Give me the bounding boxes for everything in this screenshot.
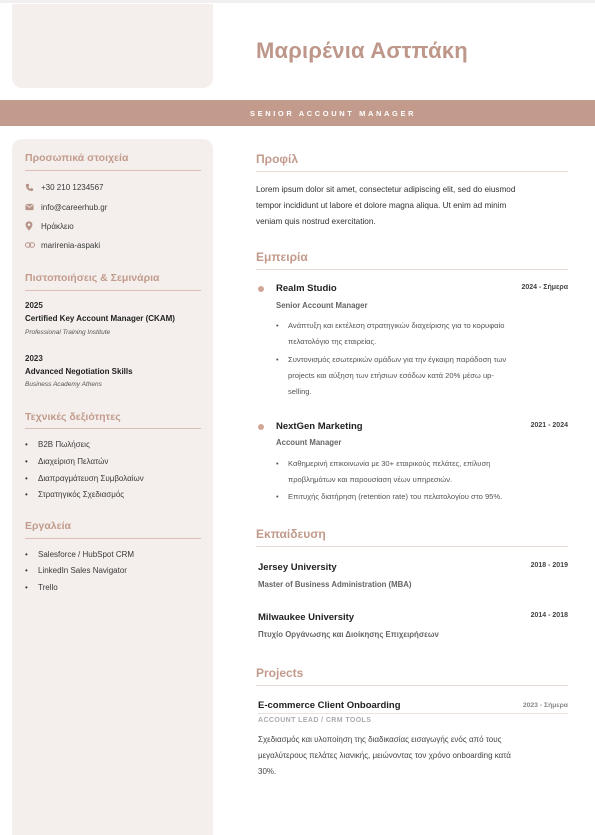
experience-heading: Εμπειρία: [256, 250, 308, 264]
job-bullet: • Ανάπτυξη και εκτέλεση στρατηγικών διαχείρισης για το κορυφαίο πελατολόγιο της εταιρείας.: [276, 321, 505, 346]
phone-icon: [25, 181, 41, 193]
phone-text: +30 210 1234567: [41, 182, 104, 192]
education-divider: [256, 546, 568, 547]
edu-degree: Πτυχίο Οργάνωσης και Διοίκησης Επιχειρήσεων: [258, 630, 439, 639]
profile-text: Lorem ipsum dolor sit amet, consectetur adipiscing elit, sed do eiusmod tempor incididunt ut labore et dolore magna aliqua. Ut enim ad minim veniam quis nostrud exercitation.: [256, 185, 516, 226]
job-bullet: • Καθημερινή επικοινωνία με 30+ εταιρικούς πελάτες, επίλυση προβλημάτων και παρουσίαση νέων υπηρεσιών.: [276, 459, 491, 484]
skill-item: • Διαπραγμάτευση Συμβολαίων: [25, 474, 144, 483]
cert-title: Advanced Negotiation Skills: [25, 367, 133, 376]
photo-placeholder: [12, 4, 213, 88]
skill-item: • Διαχείριση Πελατών: [25, 457, 109, 466]
contact-location: [25, 220, 74, 232]
job-date: 2021 - 2024: [530, 422, 568, 429]
project-date: 2023 - Σήμερα: [522, 702, 568, 709]
profile-divider: [256, 171, 568, 172]
timeline-dot: [258, 286, 264, 292]
experience-divider: [256, 269, 568, 270]
candidate-name: Μαριρένια Αστπάκη: [256, 38, 468, 63]
skills-heading: Τεχνικές δεξιότητες: [25, 411, 121, 423]
job-company: Realm Studio: [276, 283, 337, 294]
job-title: SENIOR ACCOUNT MANAGER: [250, 109, 417, 118]
tools-heading: Εργαλεία: [25, 520, 71, 532]
edu-degree: Master of Business Administration (MBA): [258, 580, 412, 589]
job-company: NextGen Marketing: [276, 421, 363, 432]
email-text: info@careerhub.gr: [41, 202, 108, 212]
cert-year: 2025: [25, 301, 43, 310]
edu-school: Milwaukee University: [258, 612, 355, 623]
job-date: 2024 - Σήμερα: [521, 284, 568, 291]
certifications-divider: [25, 290, 201, 291]
skills-divider: [25, 428, 201, 429]
skill-item: • Στρατηγικός Σχεδιασμός: [25, 490, 125, 499]
certifications-heading: Πιστοποιήσεις & Σεμινάρια: [25, 272, 160, 284]
edu-date: 2014 - 2018: [530, 612, 568, 619]
cert-org: Professional Training Institute: [25, 329, 111, 336]
projects-divider: [256, 685, 568, 686]
contact-divider: [25, 170, 201, 171]
tools-divider: [25, 538, 201, 539]
edu-date: 2018 - 2019: [530, 562, 568, 569]
title-band: [0, 100, 595, 126]
project-title: E-commerce Client Onboarding: [258, 700, 401, 711]
profile-heading: Προφίλ: [256, 152, 299, 166]
tool-item: • Salesforce / HubSpot CRM: [25, 550, 135, 559]
tool-item: • Trello: [25, 583, 58, 592]
cert-org: Business Academy Athens: [25, 381, 102, 388]
cert-year: 2023: [25, 354, 43, 363]
contact-phone: [25, 181, 104, 193]
contact-linkedin: [25, 239, 100, 251]
project-divider: [258, 713, 568, 714]
cert-title: Certified Key Account Manager (CKAM): [25, 314, 175, 323]
projects-heading: Projects: [256, 666, 304, 680]
job-role: Senior Account Manager: [276, 301, 368, 310]
top-edge: [0, 0, 595, 3]
edu-school: Jersey University: [258, 562, 337, 573]
job-bullet: • Επιτυχής διατήρηση (retention rate) του πελατολογίου στο 95%.: [276, 492, 503, 501]
job-role: Account Manager: [276, 438, 342, 447]
contact-email: [25, 201, 107, 213]
mail-icon: [25, 201, 41, 213]
contact-heading: Προσωπικά στοιχεία: [25, 152, 129, 164]
linkedin-text: marirenia-aspaki: [41, 240, 101, 250]
tool-item: • LinkedIn Sales Navigator: [25, 566, 127, 575]
location-text: Ηράκλειο: [41, 221, 74, 231]
link-icon: [25, 239, 41, 251]
job-bullet: • Συντονισμός εσωτερικών ομάδων για την έγκαιρη παράδοση των projects και αύξηση των ετήσιων εσόδων κατά 20% μέσω up- selling.: [276, 355, 507, 396]
skill-item: • B2B Πωλήσεις: [25, 440, 90, 449]
project-role: ACCOUNT LEAD / CRM TOOLS: [258, 717, 372, 724]
timeline-dot: [258, 424, 264, 430]
project-description: Σχεδιασμός και υλοποίηση της διαδικασίας εισαγωγής ενός από τους μεγαλύτερους πελάτες λιανικής, μειώνοντας τον χρόνο onboarding κατά 30%.: [258, 735, 511, 776]
education-heading: Εκπαίδευση: [256, 527, 326, 541]
location-icon: [25, 220, 41, 232]
